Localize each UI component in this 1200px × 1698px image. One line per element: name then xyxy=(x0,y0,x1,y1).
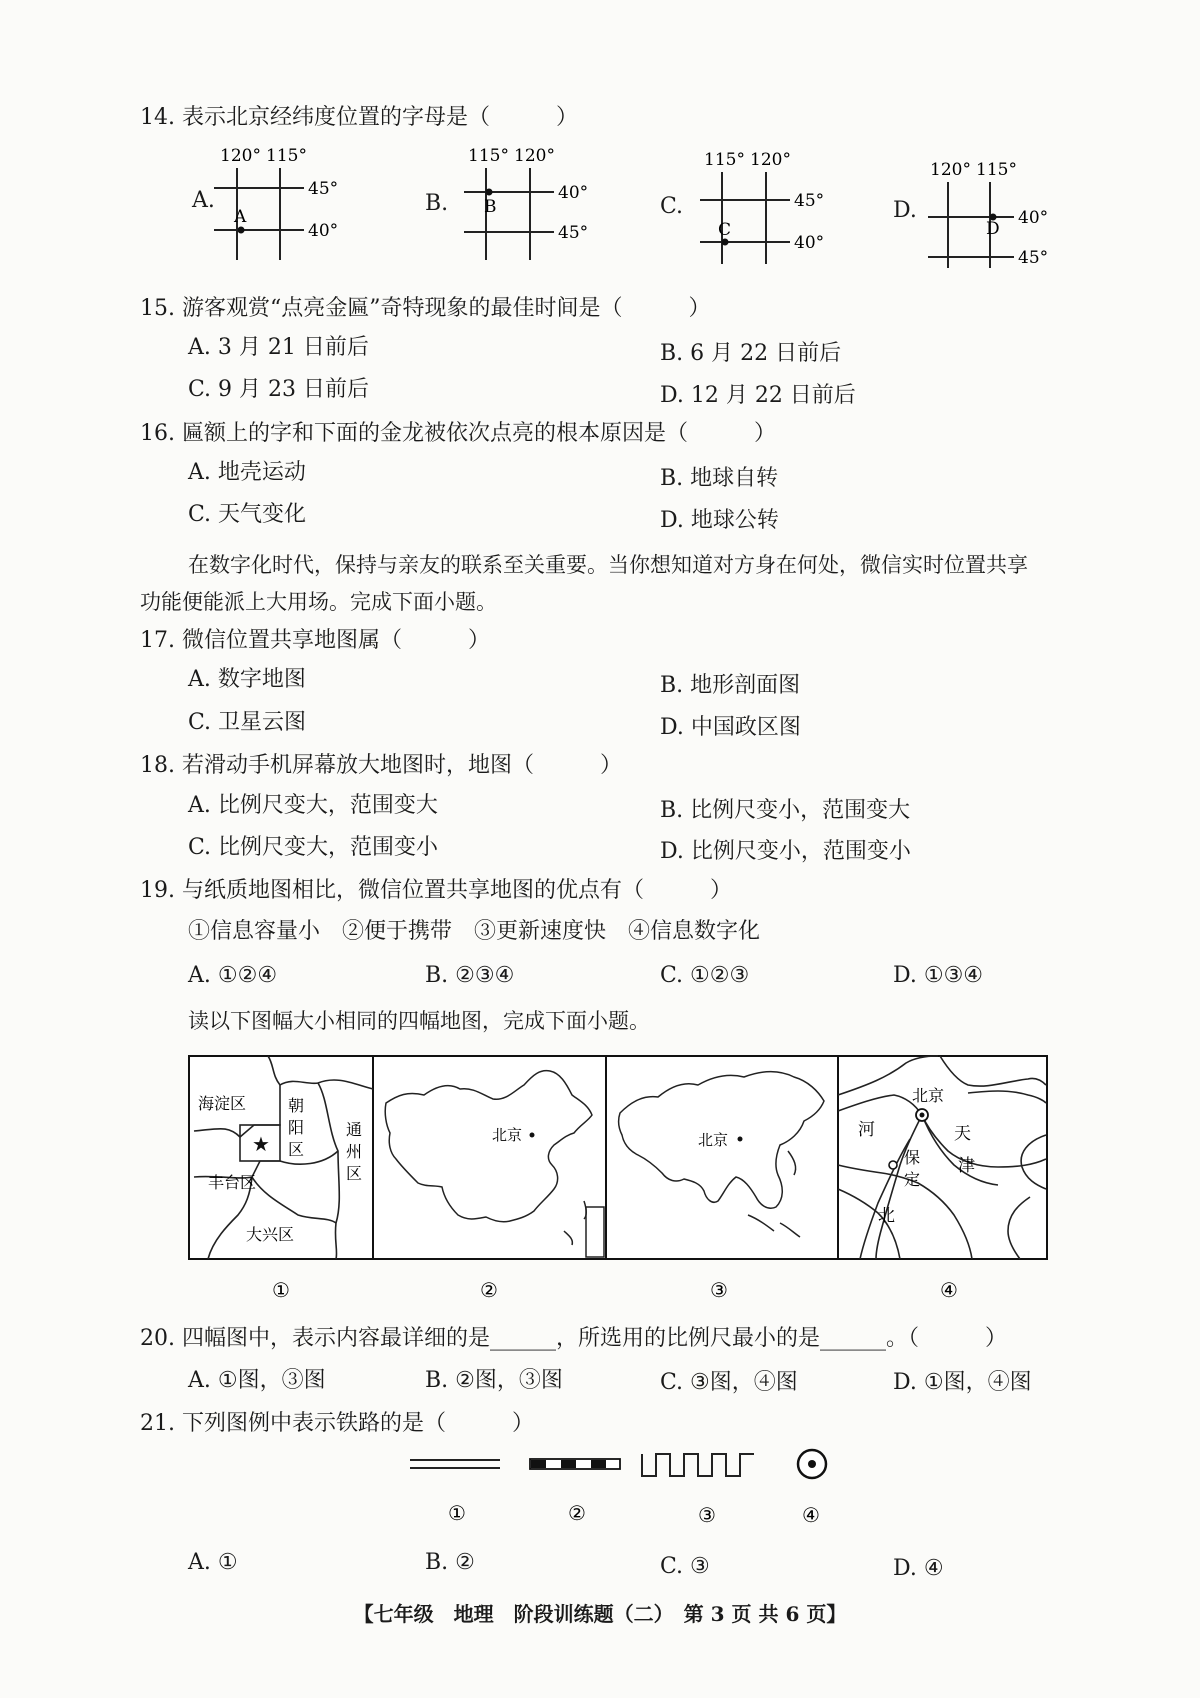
svg-text:120°: 120° xyxy=(930,160,971,180)
svg-text:河: 河 xyxy=(858,1120,875,1140)
q20-option-c[interactable]: C. ③图，④图 xyxy=(660,1370,798,1395)
q14-option-d-label: D. xyxy=(893,198,917,223)
q15-option-b[interactable]: B. 6 月 22 日前后 xyxy=(660,341,842,366)
map-label-3: ③ xyxy=(710,1278,728,1302)
q17-option-d[interactable]: D. 中国政区图 xyxy=(660,715,801,740)
svg-text:区: 区 xyxy=(288,1140,305,1159)
svg-text:45°: 45° xyxy=(794,191,825,211)
four-maps-figure xyxy=(188,1055,1050,1307)
q15-option-a[interactable]: A. 3 月 21 日前后 xyxy=(188,335,369,360)
q14-option-a-label: A. xyxy=(192,188,215,213)
q16-option-d[interactable]: D. 地球公转 xyxy=(660,508,779,533)
svg-text:阳: 阳 xyxy=(288,1118,305,1137)
label-beijing-asia: 北京 xyxy=(698,1131,729,1149)
map-label-2: ② xyxy=(480,1278,498,1302)
legend-symbols xyxy=(400,1448,860,1538)
lon-left: 120° xyxy=(220,146,261,166)
svg-text:通: 通 xyxy=(346,1120,363,1139)
lon-right: 115° xyxy=(266,146,307,166)
svg-text:定: 定 xyxy=(904,1170,921,1189)
q20-option-a[interactable]: A. ①图，③图 xyxy=(188,1368,326,1393)
svg-text:40°: 40° xyxy=(558,183,589,203)
q17-option-c[interactable]: C. 卫星云图 xyxy=(188,710,307,735)
q19-items: ①信息容量小 ②便于携带 ③更新速度快 ④信息数字化 xyxy=(188,919,761,944)
svg-text:115°: 115° xyxy=(704,150,745,170)
map-label-1: ① xyxy=(272,1278,290,1302)
q19-option-b[interactable]: B. ②③④ xyxy=(425,963,515,988)
svg-text:②: ② xyxy=(568,1501,586,1525)
point-a: A xyxy=(234,207,247,227)
map-label-4: ④ xyxy=(940,1278,958,1302)
q17-option-a[interactable]: A. 数字地图 xyxy=(188,667,306,692)
label-fengtai: 丰台区 xyxy=(208,1173,257,1192)
q21-option-d[interactable]: D. ④ xyxy=(893,1556,944,1581)
q14-stem: 14. 表示北京经纬度位置的字母是（ ） xyxy=(140,105,578,130)
q20-stem: 20. 四幅图中，表示内容最详细的是______，所选用的比例尺最小的是______。（ ） xyxy=(140,1326,1007,1351)
svg-text:北: 北 xyxy=(878,1206,895,1226)
q21-option-c[interactable]: C. ③ xyxy=(660,1554,710,1579)
q19-option-a[interactable]: A. ①②④ xyxy=(188,963,278,988)
point-d: D xyxy=(986,219,1000,239)
svg-text:45°: 45° xyxy=(558,223,589,243)
q14-grid-b xyxy=(460,140,610,270)
q17-stem: 17. 微信位置共享地图属（ ） xyxy=(140,628,490,653)
q18-stem: 18. 若滑动手机屏幕放大地图时，地图（ ） xyxy=(140,753,622,778)
q16-option-a[interactable]: A. 地壳运动 xyxy=(188,460,306,485)
q20-option-d[interactable]: D. ①图，④图 xyxy=(893,1370,1032,1395)
svg-text:保: 保 xyxy=(904,1148,921,1167)
q18-option-d[interactable]: D. 比例尺变小，范围变小 xyxy=(660,839,911,864)
q14-grid-d xyxy=(928,140,1078,270)
svg-text:天: 天 xyxy=(954,1124,971,1144)
svg-text:120°: 120° xyxy=(514,146,555,166)
q15-stem: 15. 游客观赏“点亮金匾”奇特现象的最佳时间是（ ） xyxy=(140,296,711,321)
svg-text:区: 区 xyxy=(346,1164,363,1183)
q14-grid-a xyxy=(210,140,360,270)
svg-text:45°: 45° xyxy=(1018,248,1049,268)
svg-text:115°: 115° xyxy=(976,160,1017,180)
intro-maps: 读以下图幅大小相同的四幅地图，完成下面小题。 xyxy=(188,1009,650,1033)
page-footer: 【七年级 地理 阶段训练题（二） 第 3 页 共 6 页】 xyxy=(353,1602,847,1626)
lat-bottom: 40° xyxy=(308,221,339,241)
svg-text:津: 津 xyxy=(958,1156,975,1176)
label-haidian: 海淀区 xyxy=(198,1094,247,1113)
q19-option-d[interactable]: D. ①③④ xyxy=(893,963,984,988)
q15-option-d[interactable]: D. 12 月 22 日前后 xyxy=(660,383,856,408)
q14-option-b-label: B. xyxy=(425,191,449,216)
svg-text:州: 州 xyxy=(346,1142,363,1161)
q14-option-c-label: C. xyxy=(660,194,684,219)
svg-text:朝: 朝 xyxy=(288,1096,305,1115)
q18-option-a[interactable]: A. 比例尺变大，范围变大 xyxy=(188,793,438,818)
svg-text:④: ④ xyxy=(802,1503,820,1527)
label-beijing-region: 北京 xyxy=(912,1086,945,1105)
legend-double-line-icon xyxy=(410,1460,500,1468)
svg-text:115°: 115° xyxy=(468,146,509,166)
svg-text:120°: 120° xyxy=(750,150,791,170)
point-c: C xyxy=(718,220,732,240)
svg-text:40°: 40° xyxy=(794,233,825,253)
legend-wall-icon xyxy=(642,1454,754,1476)
q14-grid-c xyxy=(696,140,846,270)
q18-option-c[interactable]: C. 比例尺变大，范围变小 xyxy=(188,835,439,860)
label-daxing: 大兴区 xyxy=(246,1225,295,1244)
q16-stem: 16. 匾额上的字和下面的金龙被依次点亮的根本原因是（ ） xyxy=(140,421,776,446)
lat-top: 45° xyxy=(308,179,339,199)
capital-star-icon: ★ xyxy=(252,1132,270,1156)
point-b: B xyxy=(484,197,497,217)
q21-option-a[interactable]: A. ① xyxy=(188,1550,238,1575)
q19-stem: 19. 与纸质地图相比，微信位置共享地图的优点有（ ） xyxy=(140,878,732,903)
q17-option-b[interactable]: B. 地形剖面图 xyxy=(660,673,801,698)
q16-option-c[interactable]: C. 天气变化 xyxy=(188,502,307,527)
intro-paragraph-line1: 在数字化时代，保持与亲友的联系至关重要。当你想知道对方身在何处，微信实时位置共享 xyxy=(188,553,1028,577)
q21-option-b[interactable]: B. ② xyxy=(425,1550,475,1575)
q19-option-c[interactable]: C. ①②③ xyxy=(660,963,750,988)
q21-stem: 21. 下列图例中表示铁路的是（ ） xyxy=(140,1411,534,1436)
q20-option-b[interactable]: B. ②图，③图 xyxy=(425,1368,563,1393)
q14-grids xyxy=(0,140,1200,270)
svg-text:①: ① xyxy=(448,1501,466,1525)
svg-text:40°: 40° xyxy=(1018,208,1049,228)
q15-option-c[interactable]: C. 9 月 23 日前后 xyxy=(188,377,370,402)
q16-option-b[interactable]: B. 地球自转 xyxy=(660,466,779,491)
svg-text:③: ③ xyxy=(698,1503,716,1527)
legend-railway-icon xyxy=(530,1459,620,1469)
legend-capital-icon xyxy=(798,1450,826,1478)
intro-paragraph-line2: 功能便能派上大用场。完成下面小题。 xyxy=(140,590,497,614)
q18-option-b[interactable]: B. 比例尺变小，范围变大 xyxy=(660,798,911,823)
label-beijing-china: 北京 xyxy=(492,1126,523,1144)
